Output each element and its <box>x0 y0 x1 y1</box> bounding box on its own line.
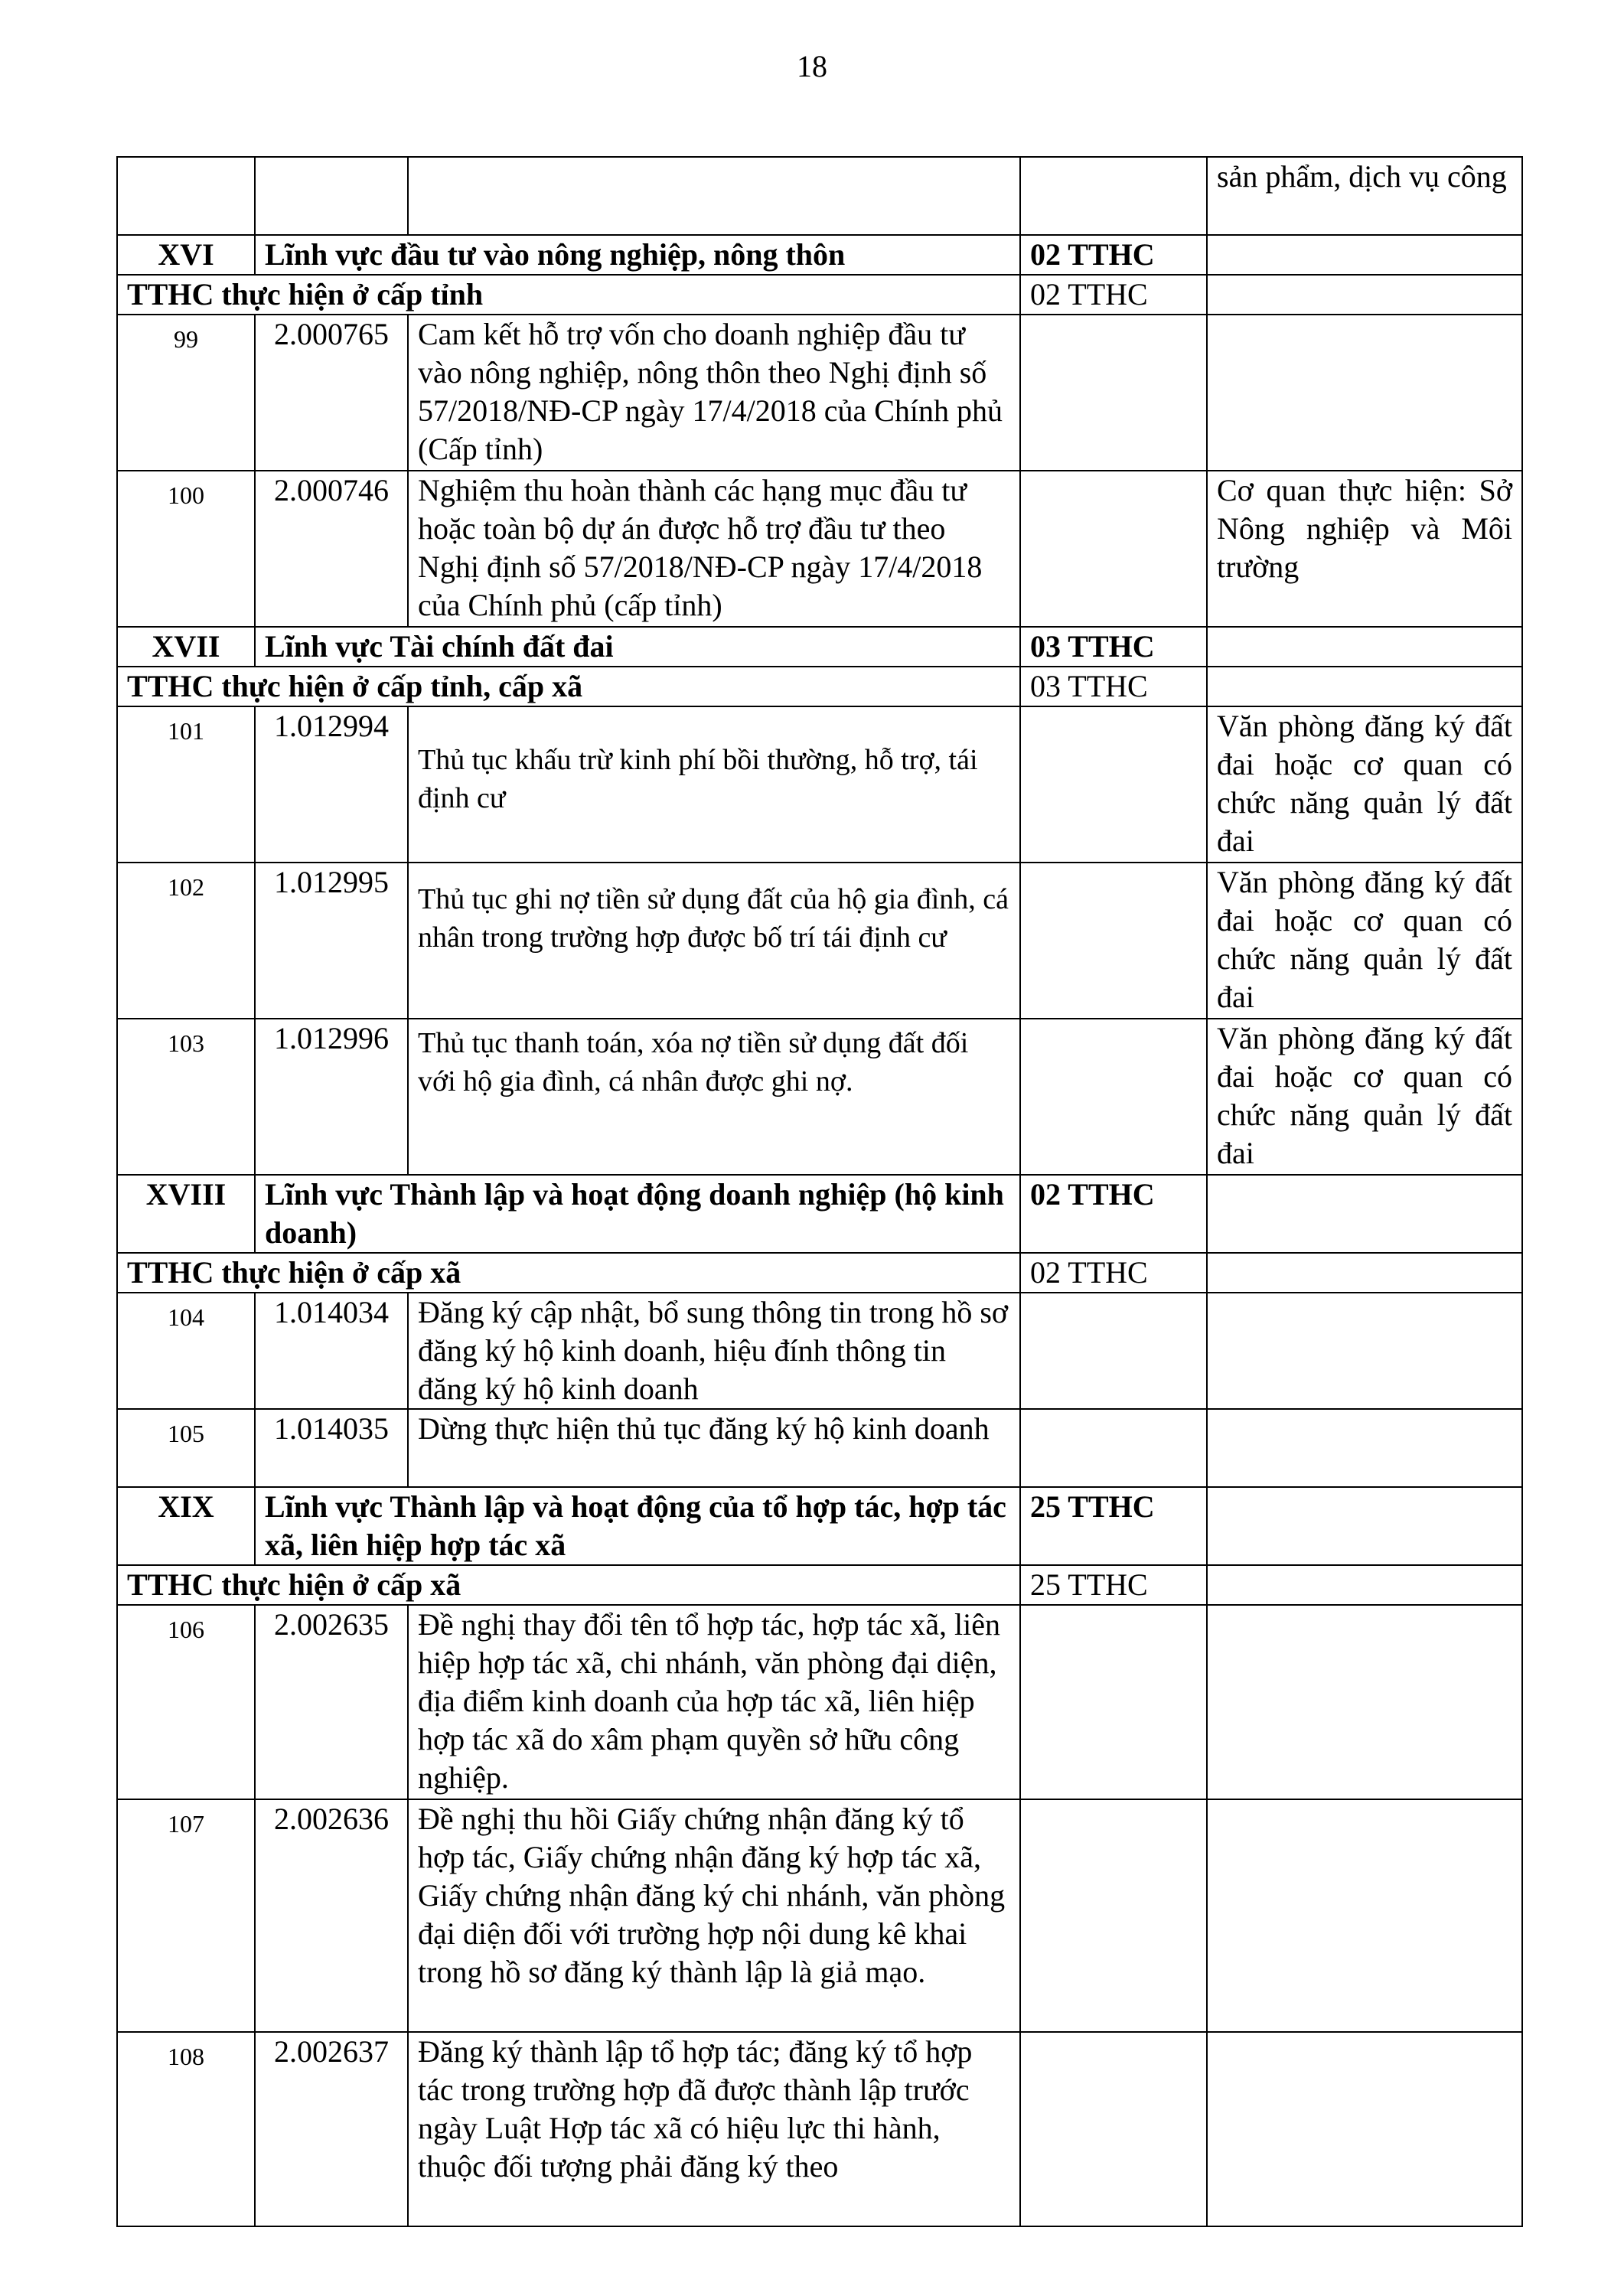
level-count: 25 TTHC <box>1020 1565 1207 1605</box>
level-count: 02 TTHC <box>1020 275 1207 315</box>
name-cell: Dừng thực hiện thủ tục đăng ký hộ kinh doanh <box>408 1409 1020 1487</box>
name-cell: Đăng ký thành lập tổ hợp tác; đăng ký tổ hợp tác trong trường hợp đã được thành lập trước ngày Luật Hợp tác xã có hiệu lực thi hành, thuộc đối tượng phải đăng ký theo <box>408 2032 1020 2226</box>
code-cell: 2.002636 <box>255 1799 408 2032</box>
level-label: TTHC thực hiện ở cấp tỉnh, cấp xã <box>117 667 1020 706</box>
code-cell: 1.012996 <box>255 1019 408 1175</box>
section-row <box>117 235 1522 275</box>
level-label: TTHC thực hiện ở cấp tỉnh <box>117 275 1020 315</box>
name-cell: Thủ tục ghi nợ tiền sử dụng đất của hộ gia đình, cá nhân trong trường hợp được bố trí tái định cư <box>408 863 1020 1019</box>
section-roman: XIX <box>117 1487 255 1565</box>
code-cell: 1.012995 <box>255 863 408 1019</box>
note-cell <box>1207 1293 1522 1409</box>
stt-cell: 107 <box>117 1799 255 2032</box>
table-row <box>117 1293 1522 1409</box>
stt-cell: 104 <box>117 1293 255 1409</box>
level-row <box>117 1565 1522 1605</box>
stt-cell: 101 <box>117 706 255 863</box>
note-cell <box>1207 1605 1522 1799</box>
table-row <box>117 315 1522 471</box>
code-cell: 2.000746 <box>255 471 408 627</box>
section-roman: XVI <box>117 235 255 275</box>
level-row <box>117 1253 1522 1293</box>
stt-cell: 106 <box>117 1605 255 1799</box>
stt-cell: 108 <box>117 2032 255 2226</box>
page-number: 18 <box>797 49 827 83</box>
stt-cell: 103 <box>117 1019 255 1175</box>
table-row <box>117 1019 1522 1175</box>
section-row <box>117 1175 1522 1253</box>
table-row <box>117 706 1522 863</box>
code-cell: 1.012994 <box>255 706 408 863</box>
name-cell: Cam kết hỗ trợ vốn cho doanh nghiệp đầu tư vào nông nghiệp, nông thôn theo Nghị định số 57/2018/NĐ-CP ngày 17/4/2018 của Chính phủ (Cấp tỉnh) <box>408 315 1020 471</box>
section-roman: XVIII <box>117 1175 255 1253</box>
table-row <box>117 1409 1522 1487</box>
table-row <box>117 1799 1522 2032</box>
procedures-table <box>116 156 1523 2227</box>
note-cell <box>1207 1409 1522 1487</box>
name-cell: Đề nghị thu hồi Giấy chứng nhận đăng ký tổ hợp tác, Giấy chứng nhận đăng ký hợp tác xã, Giấy chứng nhận đăng ký chi nhánh, văn phòng đại diện đối với trường hợp nội dung kê khai trong hồ sơ đăng ký thành lập là giả mạo. <box>408 1799 1020 2032</box>
stt-cell: 99 <box>117 315 255 471</box>
name-cell: Thủ tục khấu trừ kinh phí bồi thường, hỗ trợ, tái định cư <box>408 706 1020 863</box>
note-cell <box>1207 2032 1522 2226</box>
name-cell: Đăng ký cập nhật, bổ sung thông tin trong hồ sơ đăng ký hộ kinh doanh, hiệu đính thông tin đăng ký hộ kinh doanh <box>408 1293 1020 1409</box>
table-row <box>117 863 1522 1019</box>
section-title: Lĩnh vực đầu tư vào nông nghiệp, nông thôn <box>255 235 1020 275</box>
code-cell: 2.002635 <box>255 1605 408 1799</box>
code-cell: 2.002637 <box>255 2032 408 2226</box>
section-roman: XVII <box>117 627 255 667</box>
section-count: 25 TTHC <box>1020 1487 1207 1565</box>
name-cell: Thủ tục thanh toán, xóa nợ tiền sử dụng đất đối với hộ gia đình, cá nhân được ghi nợ. <box>408 1019 1020 1175</box>
level-row <box>117 667 1522 706</box>
level-count: 03 TTHC <box>1020 667 1207 706</box>
note-cell: sản phẩm, dịch vụ công <box>1207 157 1522 235</box>
code-cell: 2.000765 <box>255 315 408 471</box>
section-row <box>117 1487 1522 1565</box>
section-row <box>117 627 1522 667</box>
note-cell: Văn phòng đăng ký đất đai hoặc cơ quan có chức năng quản lý đất đai <box>1207 1019 1522 1175</box>
note-cell: Văn phòng đăng ký đất đai hoặc cơ quan có chức năng quản lý đất đai <box>1207 863 1522 1019</box>
stt-cell: 102 <box>117 863 255 1019</box>
note-cell: Văn phòng đăng ký đất đai hoặc cơ quan có chức năng quản lý đất đai <box>1207 706 1522 863</box>
note-cell <box>1207 1799 1522 2032</box>
note-cell <box>1207 315 1522 471</box>
code-cell: 1.014035 <box>255 1409 408 1487</box>
name-cell: Đề nghị thay đổi tên tổ hợp tác, hợp tác xã, liên hiệp hợp tác xã, chi nhánh, văn phòng đại diện, địa điểm kinh doanh của hợp tác xã, liên hiệp hợp tác xã do xâm phạm quyền sở hữu công nghiệp. <box>408 1605 1020 1799</box>
section-title: Lĩnh vực Tài chính đất đai <box>255 627 1020 667</box>
note-cell: Cơ quan thực hiện: Sở Nông nghiệp và Môi trường <box>1207 471 1522 627</box>
level-label: TTHC thực hiện ở cấp xã <box>117 1565 1020 1605</box>
level-count: 02 TTHC <box>1020 1253 1207 1293</box>
section-count: 03 TTHC <box>1020 627 1207 667</box>
section-title: Lĩnh vực Thành lập và hoạt động doanh nghiệp (hộ kinh doanh) <box>255 1175 1020 1253</box>
stt-cell: 105 <box>117 1409 255 1487</box>
code-cell: 1.014034 <box>255 1293 408 1409</box>
continuation-row <box>117 157 1522 235</box>
table-row <box>117 2032 1522 2226</box>
level-label: TTHC thực hiện ở cấp xã <box>117 1253 1020 1293</box>
stt-cell: 100 <box>117 471 255 627</box>
table-row <box>117 1605 1522 1799</box>
section-title: Lĩnh vực Thành lập và hoạt động của tổ hợp tác, hợp tác xã, liên hiệp hợp tác xã <box>255 1487 1020 1565</box>
name-cell: Nghiệm thu hoàn thành các hạng mục đầu tư hoặc toàn bộ dự án được hỗ trợ đầu tư theo Nghị định số 57/2018/NĐ-CP ngày 17/4/2018 của Chính phủ (cấp tỉnh) <box>408 471 1020 627</box>
level-row <box>117 275 1522 315</box>
section-count: 02 TTHC <box>1020 235 1207 275</box>
section-count: 02 TTHC <box>1020 1175 1207 1253</box>
table-row <box>117 471 1522 627</box>
